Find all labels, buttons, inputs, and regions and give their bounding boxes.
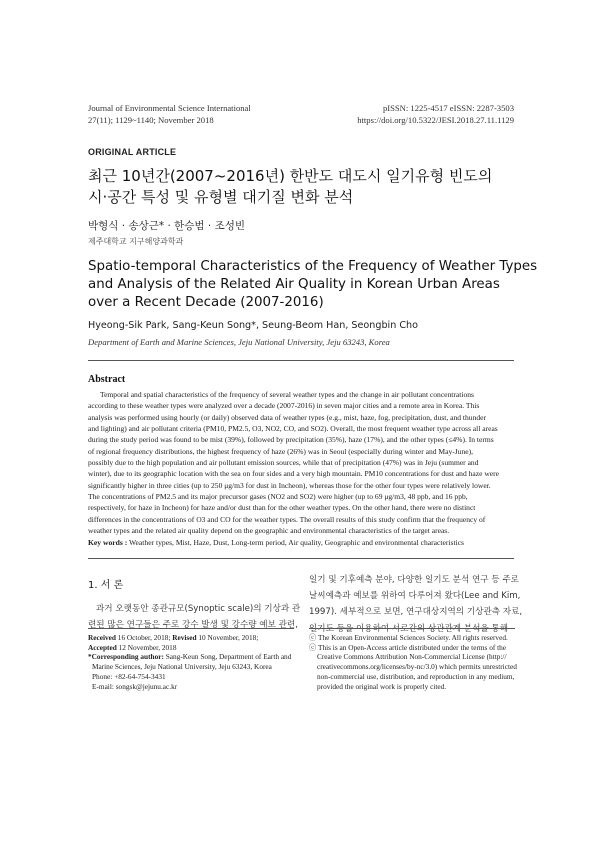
license-line: provided the original work is properly cited. (317, 681, 447, 691)
divider (88, 360, 514, 361)
keywords-label: Key words : (88, 538, 128, 547)
korean-authors: 박형식 · 송상근* · 한승범 · 조성빈 (88, 220, 246, 232)
korean-affiliation: 제주대학교 지구해양과학과 (88, 237, 184, 246)
article-type: ORIGINAL ARTICLE (88, 147, 177, 157)
abstract-heading: Abstract (88, 374, 126, 385)
revised-date: 10 November, 2018; (196, 633, 259, 642)
keywords-text: Weather types, Mist, Haze, Dust, Long-term period, Air quality, Geographic and environmental characteristics (127, 538, 465, 547)
korean-title (88, 166, 528, 208)
abstract-line: possibly due to the high population and air pollutant emission sources, while that of precipitation (47%) was in Jeju (summer and (88, 458, 479, 468)
phone: Phone: +82-64-754-3431 (92, 671, 166, 681)
intro-line: 일기도 등을 이용하여 서로간의 상관관계 분석을 통해 (309, 623, 509, 634)
license-line: ⓒ This is an Open-Access article distributed under the terms of the (309, 642, 507, 652)
corresponding-address: Marine Sciences, Jeju National University, Jeju 63243, Korea (92, 662, 272, 672)
revised-label: Revised (172, 633, 197, 642)
accepted-label: Accepted (88, 642, 117, 652)
accepted-line (88, 643, 296, 653)
divider (88, 558, 514, 559)
abstract-line: during the study period was found to be mist (39%), followed by precipitation (35%), haze (17%), and the other types (≤4%). In terms (88, 435, 494, 445)
email[interactable]: E-mail: songsk@jejunu.ac.kr (92, 681, 178, 691)
abstract-line: analysis was performed using hourly (or daily) observed data of weather types (e.g., mist, haze, fog, precipitation, dust, and thunder (88, 412, 486, 422)
doi-link[interactable]: https://doi.org/10.5322/JESI.2018.27.11.1129 (357, 114, 514, 125)
corresponding-text: Sang-Keun Song, Department of Earth and (163, 652, 292, 662)
journal-header (88, 103, 328, 126)
abstract-line: and lighting) and air pollutant criteria (PM10, PM2.5, O3, NO2, CO, and SO2). Overall, the most frequent weather type across all areas (88, 424, 498, 434)
received-label: Received (88, 633, 116, 642)
license-line: Creative Commons Attribution Non-Commercial License (http:// (317, 652, 507, 662)
english-title (88, 258, 538, 312)
english-affiliation: Department of Earth and Marine Sciences, Jeju National University, Jeju 63243, Korea (88, 337, 390, 347)
received-date: 16 October, 2018; (115, 633, 173, 642)
abstract-line: respectively, for haze in Incheon) for haze and/or dust than for the other weather types. On the other hand, there were no distinct (88, 503, 476, 513)
journal-issue: 27(11); 1129~1140; November 2018 (88, 114, 214, 125)
intro-line: 련된 많은 연구들은 주로 강수 발생 및 강수량 예보 관련, (88, 620, 298, 630)
abstract-line: significantly higher in three cities (up to 250 μg/m3 for dust in Incheon), whereas those for the other four types were relatively lower. (88, 480, 491, 490)
section-heading: 1. 서 론 (88, 580, 124, 591)
corresponding-line (88, 652, 296, 662)
abstract-line: according to these weather types were analyzed over a decade (2007-2016) in seven major cities and a remote area in Korea. This (88, 401, 480, 411)
license-line: ⓒ The Korean Environmental Sciences Society. All rights reserved. (309, 633, 508, 642)
english-title-line: and Analysis of the Related Air Quality in Korean Urban Areas (88, 277, 500, 292)
intro-line: 과거 오랫동안 종관규모(Synoptic scale)의 기상과 관 (96, 604, 301, 614)
korean-title-line: 시·공간 특성 및 유형별 대기질 변화 분석 (88, 188, 354, 206)
abstract-line: differences in the concentrations of O3 and CO for the weather types. The overall results of this study confirm that the frequency of (88, 514, 486, 524)
keywords (88, 538, 514, 547)
intro-line: 1997). 세부적으로 보면, 연구대상지역의 기상관측 자료, (309, 607, 523, 618)
english-title-line: over a Recent Decade (2007-2016) (88, 295, 324, 310)
received-line (88, 633, 296, 643)
footnote-divider (88, 628, 294, 629)
article-info-footnote (88, 633, 296, 691)
abstract-body (88, 389, 514, 536)
abstract-line: Temporal and spatial characteristics of the frequency of several weather types and the change in air pollutant concentrations (100, 390, 474, 399)
intro-line: 일기 및 기후예측 분야, 다양한 일기도 분석 연구 등 주로 (309, 575, 519, 585)
issn: pISSN: 1225-4517 eISSN: 2287-3503 (382, 103, 514, 113)
footnote-divider (309, 628, 515, 629)
korean-title-line: 최근 10년간(2007~2016년) 한반도 대도시 일기유형 빈도의 (88, 167, 493, 185)
license-line[interactable]: creativecommons.org/licenses/by-nc/3.0) which permits unrestricted (317, 662, 517, 672)
license-footnote (309, 633, 515, 691)
intro-line: 날씨예측과 예보를 위하여 다루어져 왔다(Lee and Kim, (309, 591, 521, 602)
abstract-line: of regional frequency distributions, the highest frequency of haze (26%) was in Seoul (especially during winter and May-June), (88, 446, 473, 456)
journal-name: Journal of Environmental Science International (88, 103, 251, 113)
abstract-line: winter), due to its geographic location with the sea on four sides and a very high mountain. PM10 concentrations for dust and haze were (88, 469, 499, 479)
abstract-line: The concentrations of PM2.5 and its major precursor gases (NO2 and SO2) were higher (up to 69 μg/m3, 48 ppb, and 16 ppb, (88, 492, 468, 502)
license-line: non-commercial use, distribution, and reproduction in any medium, (317, 671, 515, 681)
corresponding-label: *Corresponding author: (88, 652, 164, 662)
issn-header (320, 103, 514, 126)
english-authors: Hyeong-Sik Park, Sang-Keun Song*, Seung-Beom Han, Seongbin Cho (88, 320, 418, 331)
abstract-line: weather types and the related air quality depend on the geographic and environmental characteristics of the target areas. (88, 526, 450, 536)
accepted-date: 12 November, 2018 (116, 642, 177, 652)
english-title-line: Spatio-temporal Characteristics of the Frequency of Weather Types (88, 259, 538, 274)
